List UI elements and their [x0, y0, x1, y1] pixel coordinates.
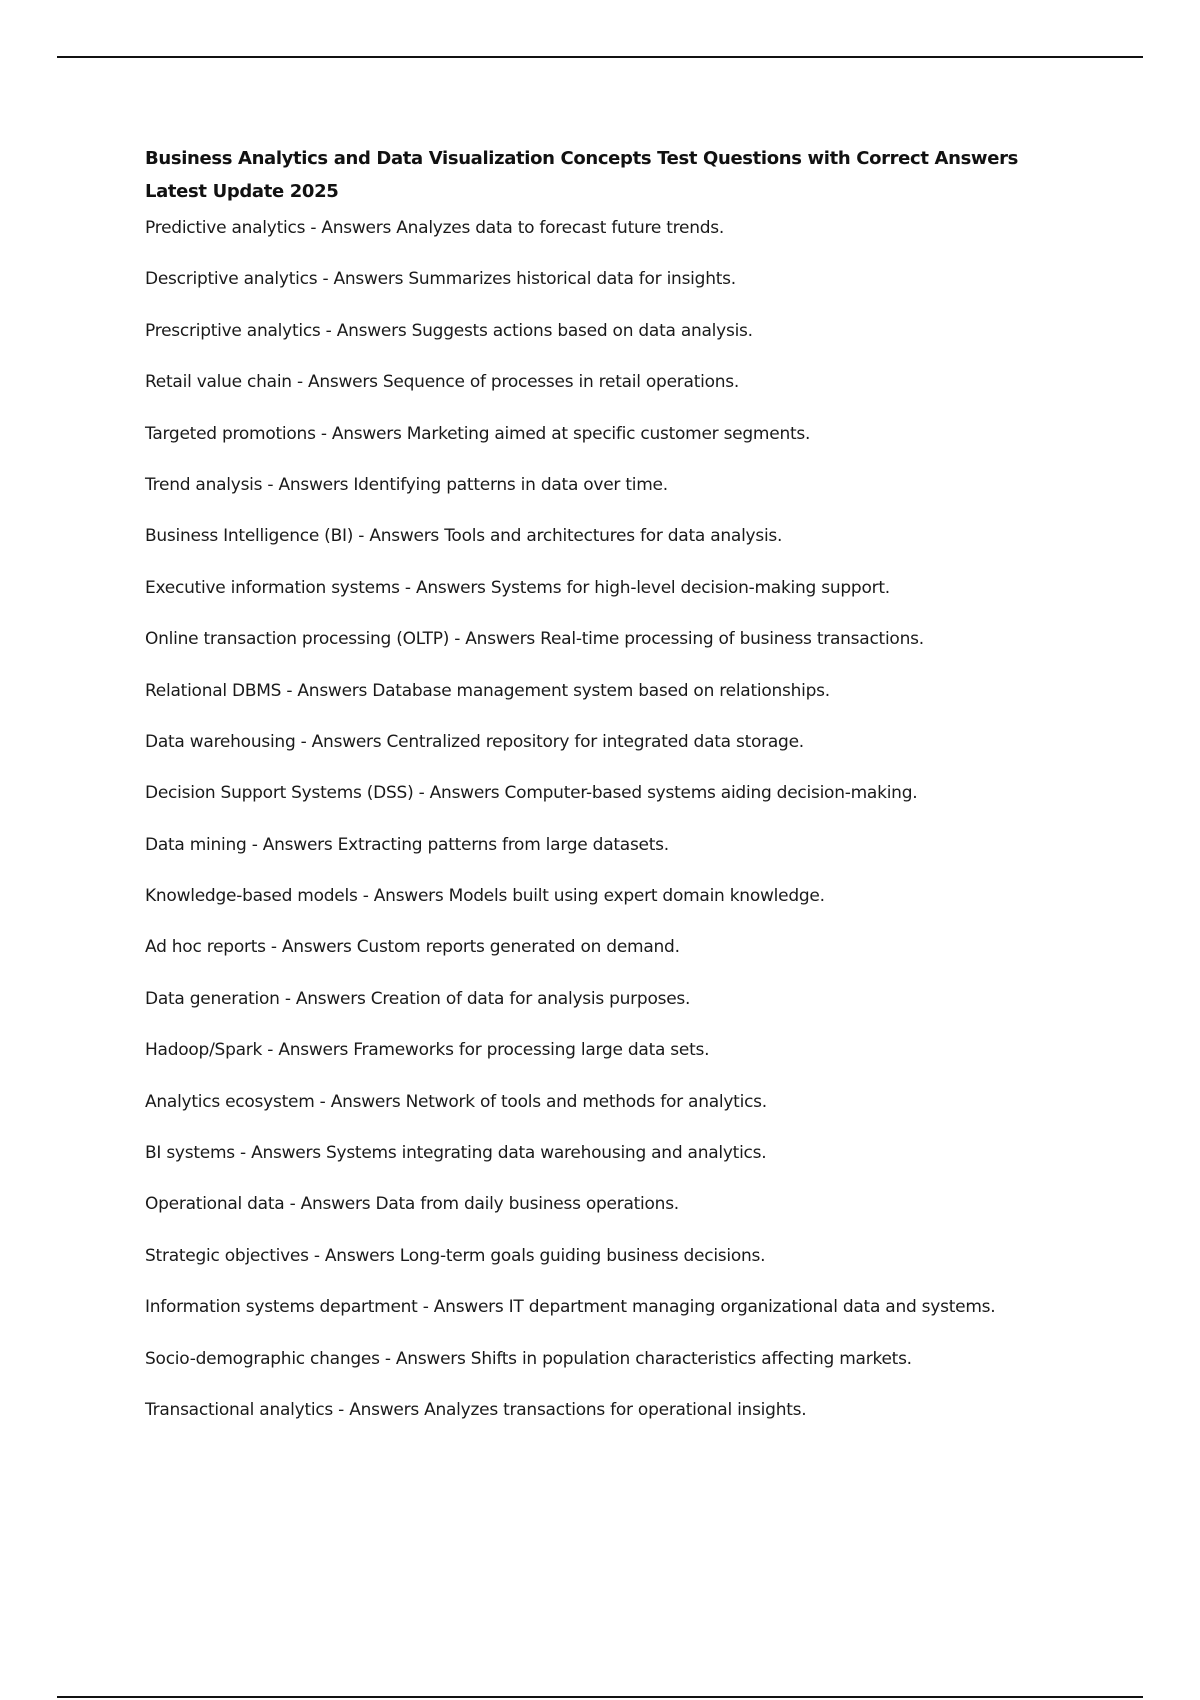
- qa-item: BI systems - Answers Systems integrating data warehousing and analytics.: [145, 1143, 767, 1164]
- qa-item: Prescriptive analytics - Answers Suggests actions based on data analysis.: [145, 320, 753, 341]
- header-rule: [57, 56, 1143, 58]
- qa-item: Data generation - Answers Creation of data for analysis purposes.: [145, 988, 691, 1009]
- qa-item: Operational data - Answers Data from daily business operations.: [145, 1194, 679, 1215]
- qa-item: Trend analysis - Answers Identifying patterns in data over time.: [145, 474, 668, 495]
- document-title: Business Analytics and Data Visualization Concepts Test Questions with Correct Answers Latest Update 2025: [145, 148, 1018, 202]
- qa-item: Information systems department - Answers IT department managing organizational data and systems.: [145, 1297, 996, 1318]
- qa-item: Transactional analytics - Answers Analyzes transactions for operational insights.: [145, 1399, 807, 1420]
- qa-item: Data mining - Answers Extracting patterns from large datasets.: [145, 834, 669, 855]
- qa-list: [145, 217, 1085, 1450]
- footer-rule: [57, 1696, 1143, 1698]
- qa-item: Business Intelligence (BI) - Answers Tools and architectures for data analysis.: [145, 526, 783, 547]
- qa-item: Data warehousing - Answers Centralized repository for integrated data storage.: [145, 731, 804, 752]
- qa-item: Descriptive analytics - Answers Summarizes historical data for insights.: [145, 269, 736, 290]
- document-content: [145, 142, 1085, 1450]
- qa-item: Strategic objectives - Answers Long-term goals guiding business decisions.: [145, 1245, 766, 1266]
- qa-item: Executive information systems - Answers Systems for high-level decision-making support.: [145, 577, 890, 598]
- qa-item: Hadoop/Spark - Answers Frameworks for processing large data sets.: [145, 1040, 710, 1061]
- qa-item: Predictive analytics - Answers Analyzes data to forecast future trends.: [145, 218, 725, 238]
- qa-item: Analytics ecosystem - Answers Network of tools and methods for analytics.: [145, 1091, 767, 1112]
- qa-item: Relational DBMS - Answers Database management system based on relationships.: [145, 680, 830, 701]
- qa-item: Decision Support Systems (DSS) - Answers Computer-based systems aiding decision-making.: [145, 783, 918, 804]
- qa-item: Retail value chain - Answers Sequence of processes in retail operations.: [145, 372, 740, 393]
- qa-item: Knowledge-based models - Answers Models built using expert domain knowledge.: [145, 886, 825, 907]
- qa-item: Ad hoc reports - Answers Custom reports generated on demand.: [145, 937, 680, 958]
- qa-item: Targeted promotions - Answers Marketing aimed at specific customer segments.: [145, 423, 811, 444]
- qa-item: Online transaction processing (OLTP) - Answers Real-time processing of business transactions.: [145, 629, 924, 650]
- qa-item: Socio-demographic changes - Answers Shifts in population characteristics affecting markets.: [145, 1348, 912, 1369]
